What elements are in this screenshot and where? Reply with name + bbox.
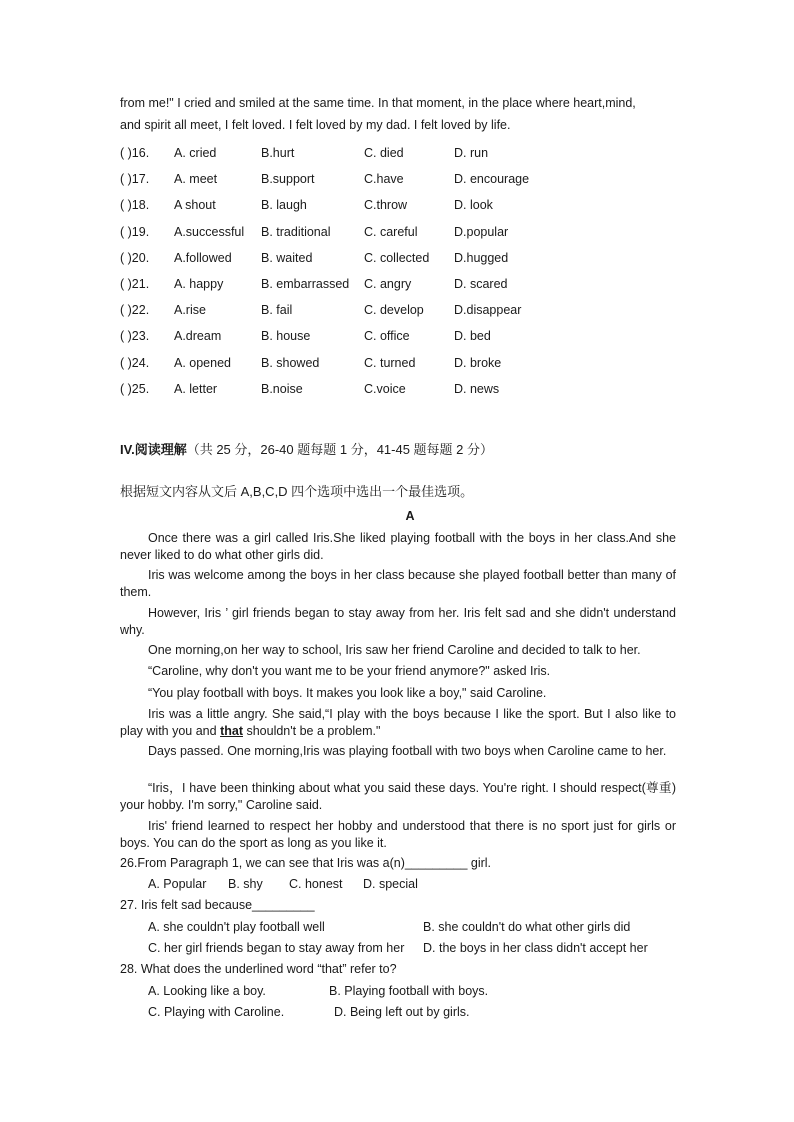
cloze-question-number: ( )19. (120, 224, 150, 239)
cloze-option-b: B. house (261, 329, 311, 344)
cloze-option-b: B.noise (261, 381, 303, 396)
underlined-word-that: that (220, 723, 243, 738)
cloze-option-c: C. angry (364, 277, 412, 291)
cloze-option-c: C. careful (364, 224, 418, 239)
intro-line-2: and spirit all meet, I felt loved. I felt loved by my dad. I felt loved by life. (120, 118, 511, 132)
question-27-stem: 27. Iris felt sad because_________ (120, 898, 315, 912)
cloze-question-number: ( )18. (120, 198, 150, 213)
cloze-option-a: A.successful (174, 224, 245, 239)
cloze-question-number: ( )23. (120, 329, 150, 344)
section-note: （共 25 分，26-40 题每题 1 分，41-45 题每题 2 分） (186, 442, 494, 457)
section-instruction: 根据短文内容从文后 A,B,C,D 四个选项中选出一个最佳选项。 (120, 484, 474, 499)
cloze-option-d: D. broke (454, 355, 502, 370)
question-28-option-b: B. Playing football with boys. (329, 984, 489, 998)
passage-paragraph-4: One morning,on her way to school, Iris saw her friend Caroline and decided to talk to her. (148, 643, 641, 657)
cloze-option-b: B. showed (261, 355, 320, 370)
cloze-option-b: B.support (261, 172, 315, 187)
cloze-option-d: D.disappear (454, 303, 522, 318)
passage-paragraph-2: Iris was welcome among the boys in her class because she played football better than many of them. (120, 568, 676, 599)
passage-paragraph-8: Days passed. One morning,Iris was playing football with two boys when Caroline came to her. (148, 744, 667, 758)
cloze-option-c: C. develop (364, 303, 424, 318)
cloze-option-d: D. look (454, 198, 493, 213)
cloze-option-c: C.voice (364, 381, 406, 396)
cloze-option-d: D. bed (454, 329, 491, 344)
passage-paragraph-9: “Iris，I have been thinking about what you said these days. You're right. I should respect(尊重) your hobby. I'm sorry," Caroline said. (120, 781, 676, 812)
passage-paragraph-3: However, Iris ’ girl friends began to stay away from her. Iris felt sad and she didn't understand why. (120, 606, 676, 637)
cloze-option-b: B. waited (261, 250, 313, 265)
cloze-option-d: D. encourage (454, 172, 530, 187)
passage-paragraph-1: Once there was a girl called Iris.She liked playing football with the boys in her class.And she never liked to do what other girls did. (120, 531, 676, 562)
cloze-option-d: D. run (454, 146, 489, 160)
passage-paragraph-5: “Caroline, why don't you want me to be your friend anymore?" asked Iris. (148, 664, 551, 678)
passage-paragraph-7: Iris was a little angry. She said,“I play with the boys because I like the sport. But I also like to play with you and that shouldn't be a problem." (120, 707, 676, 738)
cloze-option-c: C. office (364, 329, 410, 344)
question-26-stem: 26.From Paragraph 1, we can see that Iris was a(n)_________ girl. (120, 856, 492, 870)
question-27-option-b: B. she couldn't do what other girls did (423, 920, 631, 934)
cloze-question-number: ( )21. (120, 277, 150, 291)
question-28-option-c: C. Playing with Caroline. (148, 1005, 285, 1019)
cloze-question-number: ( )24. (120, 355, 150, 370)
section-heading (120, 439, 493, 458)
cloze-option-b: B. fail (261, 303, 293, 318)
cloze-option-c: C. collected (364, 250, 430, 265)
cloze-option-a: A. happy (174, 277, 224, 291)
passage-paragraph-6: “You play football with boys. It makes you look like a boy," said Caroline. (148, 686, 547, 700)
question-28-option-a: A. Looking like a boy. (148, 984, 266, 998)
intro-line-1: from me!" I cried and smiled at the same time. In that moment, in the place where heart,mind, (120, 96, 636, 110)
passage-label: A (405, 509, 415, 523)
section-title: IV.阅读理解 (120, 442, 187, 457)
cloze-option-d: D. scared (454, 277, 508, 291)
cloze-option-a: A. letter (174, 381, 218, 396)
cloze-question-number: ( )20. (120, 250, 150, 265)
cloze-option-a: A. meet (174, 172, 218, 187)
question-27-option-d: D. the boys in her class didn't accept her (423, 941, 648, 955)
cloze-option-a: A.dream (174, 329, 222, 344)
cloze-question-number: ( )17. (120, 172, 150, 187)
cloze-option-d: D.hugged (454, 250, 509, 265)
cloze-option-b: B. embarrassed (261, 277, 350, 291)
question-27-option-c: C. her girl friends began to stay away from her (148, 941, 405, 955)
cloze-question-number: ( )22. (120, 303, 150, 318)
passage-paragraph-10: Iris' friend learned to respect her hobby and understood that there is no sport just for girls or boys. You can do the sport as long as you like it. (120, 819, 676, 850)
question-26-option-b: B. shy (228, 877, 263, 891)
question-26-option-d: D. special (363, 877, 418, 891)
cloze-question-number: ( )25. (120, 381, 150, 396)
cloze-option-a: A. cried (174, 146, 217, 160)
cloze-option-b: B. traditional (261, 224, 331, 239)
question-26-option-c: C. honest (289, 877, 343, 891)
cloze-option-a: A.followed (174, 250, 232, 265)
cloze-option-a: A shout (174, 198, 216, 213)
cloze-option-d: D. news (454, 381, 500, 396)
cloze-option-c: C.throw (364, 198, 408, 213)
cloze-option-c: C. died (364, 146, 404, 160)
question-27-option-a: A. she couldn't play football well (148, 920, 325, 934)
question-28-option-d: D. Being left out by girls. (334, 1005, 470, 1019)
cloze-option-c: C. turned (364, 355, 416, 370)
question-26-option-a: A. Popular (148, 877, 207, 891)
cloze-option-a: A.rise (174, 303, 206, 318)
question-28-stem: 28. What does the underlined word “that” refer to? (120, 962, 397, 976)
cloze-option-b: B. laugh (261, 198, 307, 213)
cloze-option-b: B.hurt (261, 146, 295, 160)
cloze-question-number: ( )16. (120, 146, 150, 160)
cloze-option-d: D.popular (454, 224, 509, 239)
cloze-option-c: C.have (364, 172, 404, 187)
cloze-option-a: A. opened (174, 355, 231, 370)
